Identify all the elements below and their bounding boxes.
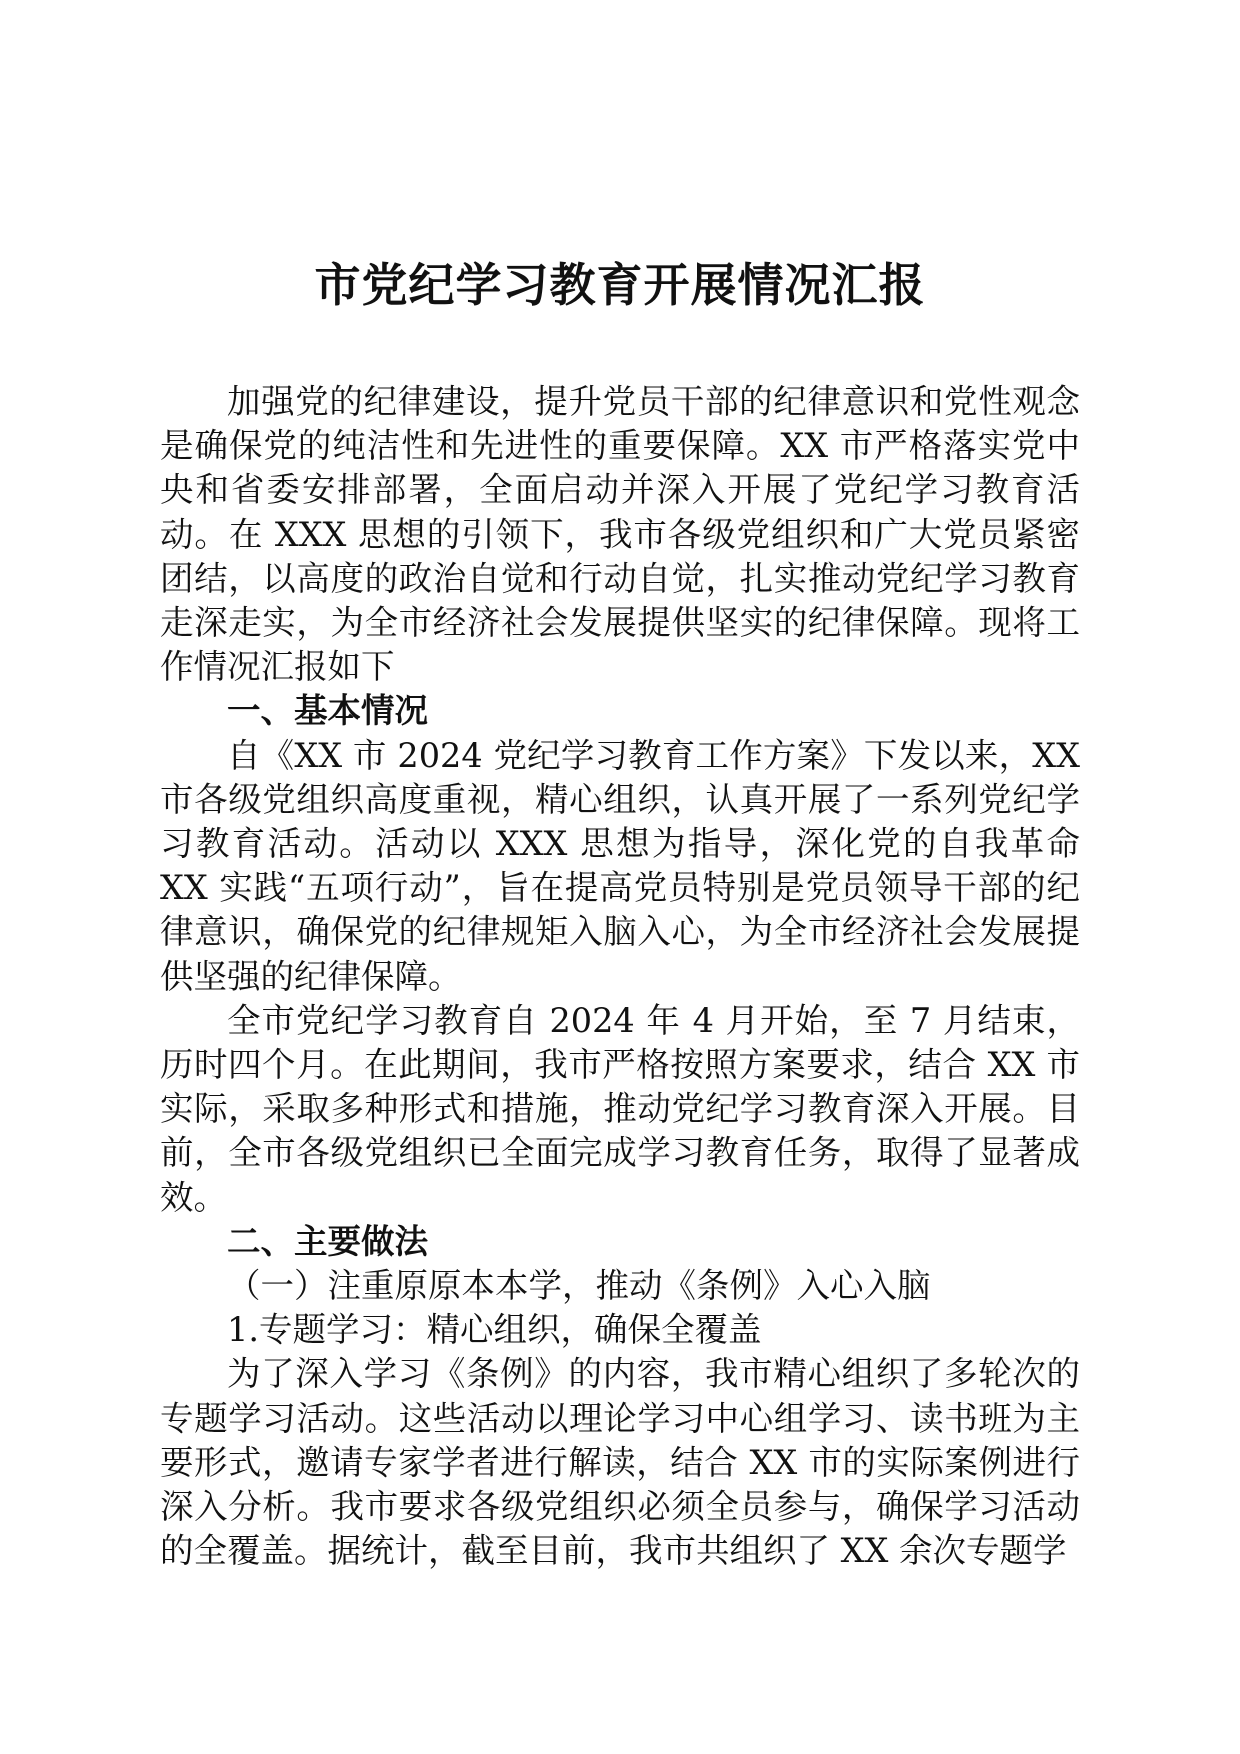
subsection-heading-1: （一）注重原原本本学，推动《条例》入心入脑 [227, 1266, 931, 1306]
document-body [160, 380, 1080, 1573]
special-study-paragraph: 为了深入学习《条例》的内容，我市精心组织了多轮次的专题学习活动。这些活动以理论学习中心组学习、读书班为主要形式，邀请专家学者进行解读，结合 XX 市的实际案例进行深入分析。我市要求各级党组织必须全员参与，确保学习活动的全覆盖。据统计，截至目前，我市共组织了 XX 余次专题学 [160, 1354, 1080, 1571]
intro-paragraph: 加强党的纪律建设，提升党员干部的纪律意识和党性观念是确保党的纯洁性和先进性的重要保障。XX 市严格落实党中央和省委安排部署，全面启动并深入开展了党纪学习教育活动。在 XXX 思想的引领下，我市各级党组织和广大党员紧密团结，以高度的政治自觉和行动自觉，扎实推动党纪学习教育走深走实，为全市经济社会发展提供坚实的纪律保障。现将工作情况汇报如下 [160, 382, 1080, 687]
sub-subsection-heading-1: 1.专题学习：精心组织，确保全覆盖 [227, 1310, 762, 1350]
section-heading-main-practices: 二、主要做法 [227, 1221, 428, 1261]
basic-situation-paragraph-1: 自《XX 市 2024 党纪学习教育工作方案》下发以来，XX 市各级党组织高度重视，精心组织，认真开展了一系列党纪学习教育活动。活动以 XXX 思想为指导，深化党的自我革命 XX 实践“五项行动”，旨在提高党员特别是党员领导干部的纪律意识，确保党的纪律规矩入脑入心，为全市经济社会发展提供坚强的纪律保障。 [160, 735, 1080, 996]
basic-situation-paragraph-2: 全市党纪学习教育自 2024 年 4 月开始，至 7 月结束，历时四个月。在此期间，我市严格按照方案要求，结合 XX 市实际，采取多种形式和措施，推动党纪学习教育深入开展。目前，全市各级党组织已全面完成学习教育任务，取得了显著成效。 [160, 1000, 1080, 1217]
document-title: 市党纪学习教育开展情况汇报 [314, 258, 926, 312]
section-heading-basic-situation: 一、基本情况 [227, 691, 428, 731]
